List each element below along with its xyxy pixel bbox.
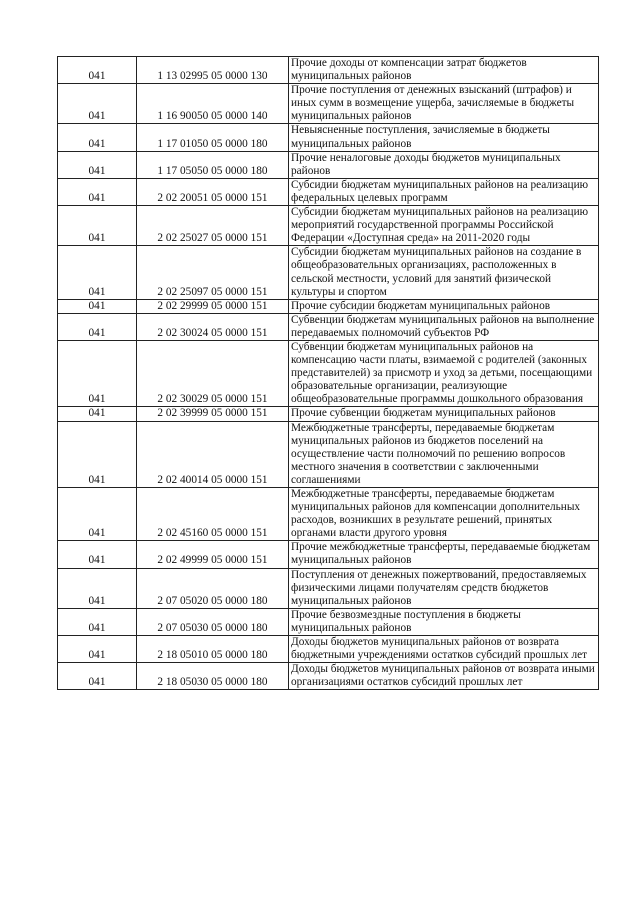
revenue-name-cell: Субсидии бюджетам муниципальных районов на создание в общеобразовательных организациях, расположенных в сельской местности, условий для занятий физической культуры и спортом [289, 246, 599, 299]
budget-classification-code-cell: 2 02 25027 05 0000 151 [137, 206, 289, 246]
table-row [58, 246, 599, 299]
revenue-name-cell: Субсидии бюджетам муниципальных районов на реализацию федеральных целевых программ [289, 178, 599, 205]
table-row [58, 124, 599, 151]
table-row [58, 178, 599, 205]
revenue-codes-table [57, 56, 599, 690]
table-row [58, 568, 599, 608]
budget-classification-code-cell: 1 13 02995 05 0000 130 [137, 57, 289, 84]
admin-code-cell: 041 [58, 313, 137, 340]
admin-code-cell: 041 [58, 488, 137, 541]
budget-classification-code-cell: 2 02 29999 05 0000 151 [137, 299, 289, 313]
revenue-name-cell: Доходы бюджетов муниципальных районов от возврата бюджетными учреждениями остатков субсидий прошлых лет [289, 636, 599, 663]
revenue-name-cell: Межбюджетные трансферты, передаваемые бюджетам муниципальных районов из бюджетов поселений на осуществление части полномочий по решению вопросов местного значения в соответствии с заключенными соглашениями [289, 421, 599, 487]
admin-code-cell: 041 [58, 663, 137, 690]
revenue-name-cell: Субвенции бюджетам муниципальных районов на компенсацию части платы, взимаемой с родителей (законных представителей) за присмотр и уход за детьми, посещающими образовательные организации, реализующие общеобразовательные программы дошкольного образования [289, 340, 599, 406]
admin-code-cell: 041 [58, 178, 137, 205]
admin-code-cell: 041 [58, 299, 137, 313]
table-row [58, 608, 599, 635]
budget-classification-code-cell: 2 02 39999 05 0000 151 [137, 407, 289, 421]
revenue-name-cell: Прочие субвенции бюджетам муниципальных районов [289, 407, 599, 421]
budget-classification-code-cell: 2 07 05020 05 0000 180 [137, 568, 289, 608]
budget-classification-code-cell: 2 07 05030 05 0000 180 [137, 608, 289, 635]
budget-classification-code-cell: 2 02 20051 05 0000 151 [137, 178, 289, 205]
admin-code-cell: 041 [58, 57, 137, 84]
admin-code-cell: 041 [58, 636, 137, 663]
table-row [58, 340, 599, 406]
budget-classification-code-cell: 2 18 05030 05 0000 180 [137, 663, 289, 690]
revenue-name-cell: Прочие межбюджетные трансферты, передаваемые бюджетам муниципальных районов [289, 541, 599, 568]
table-row [58, 313, 599, 340]
budget-classification-code-cell: 1 17 05050 05 0000 180 [137, 151, 289, 178]
table-row [58, 151, 599, 178]
admin-code-cell: 041 [58, 151, 137, 178]
table-row [58, 206, 599, 246]
revenue-name-cell: Поступления от денежных пожертвований, предоставляемых физическими лицами получателям средств бюджетов муниципальных районов [289, 568, 599, 608]
revenue-name-cell: Невыясненные поступления, зачисляемые в бюджеты муниципальных районов [289, 124, 599, 151]
table-row [58, 541, 599, 568]
revenue-name-cell: Прочие неналоговые доходы бюджетов муниципальных районов [289, 151, 599, 178]
admin-code-cell: 041 [58, 421, 137, 487]
budget-classification-code-cell: 2 02 49999 05 0000 151 [137, 541, 289, 568]
table-row [58, 407, 599, 421]
budget-classification-code-cell: 2 02 45160 05 0000 151 [137, 488, 289, 541]
table-row [58, 636, 599, 663]
admin-code-cell: 041 [58, 206, 137, 246]
admin-code-cell: 041 [58, 541, 137, 568]
revenue-name-cell: Прочие поступления от денежных взысканий (штрафов) и иных сумм в возмещение ущерба, зачисляемые в бюджеты муниципальных районов [289, 84, 599, 124]
revenue-name-cell: Субвенции бюджетам муниципальных районов на выполнение передаваемых полномочий субъектов РФ [289, 313, 599, 340]
table-body [58, 57, 599, 690]
table-row [58, 421, 599, 487]
revenue-name-cell: Прочие доходы от компенсации затрат бюджетов муниципальных районов [289, 57, 599, 84]
budget-classification-code-cell: 1 17 01050 05 0000 180 [137, 124, 289, 151]
table-row [58, 57, 599, 84]
revenue-name-cell: Межбюджетные трансферты, передаваемые бюджетам муниципальных районов для компенсации дополнительных расходов, возникших в результате решений, принятых органами власти другого уровня [289, 488, 599, 541]
table-row [58, 84, 599, 124]
budget-classification-code-cell: 2 02 30024 05 0000 151 [137, 313, 289, 340]
table-row [58, 663, 599, 690]
admin-code-cell: 041 [58, 568, 137, 608]
admin-code-cell: 041 [58, 608, 137, 635]
budget-classification-code-cell: 1 16 90050 05 0000 140 [137, 84, 289, 124]
admin-code-cell: 041 [58, 84, 137, 124]
admin-code-cell: 041 [58, 246, 137, 299]
budget-classification-code-cell: 2 02 30029 05 0000 151 [137, 340, 289, 406]
admin-code-cell: 041 [58, 124, 137, 151]
table-row [58, 488, 599, 541]
table-row [58, 299, 599, 313]
admin-code-cell: 041 [58, 407, 137, 421]
revenue-name-cell: Доходы бюджетов муниципальных районов от возврата иными организациями остатков субсидий прошлых лет [289, 663, 599, 690]
revenue-name-cell: Прочие безвозмездные поступления в бюджеты муниципальных районов [289, 608, 599, 635]
revenue-name-cell: Субсидии бюджетам муниципальных районов на реализацию мероприятий государственной программы Российской Федерации «Доступная среда» на 2011-2020 годы [289, 206, 599, 246]
budget-classification-code-cell: 2 02 25097 05 0000 151 [137, 246, 289, 299]
budget-classification-code-cell: 2 18 05010 05 0000 180 [137, 636, 289, 663]
budget-classification-code-cell: 2 02 40014 05 0000 151 [137, 421, 289, 487]
revenue-name-cell: Прочие субсидии бюджетам муниципальных районов [289, 299, 599, 313]
admin-code-cell: 041 [58, 340, 137, 406]
